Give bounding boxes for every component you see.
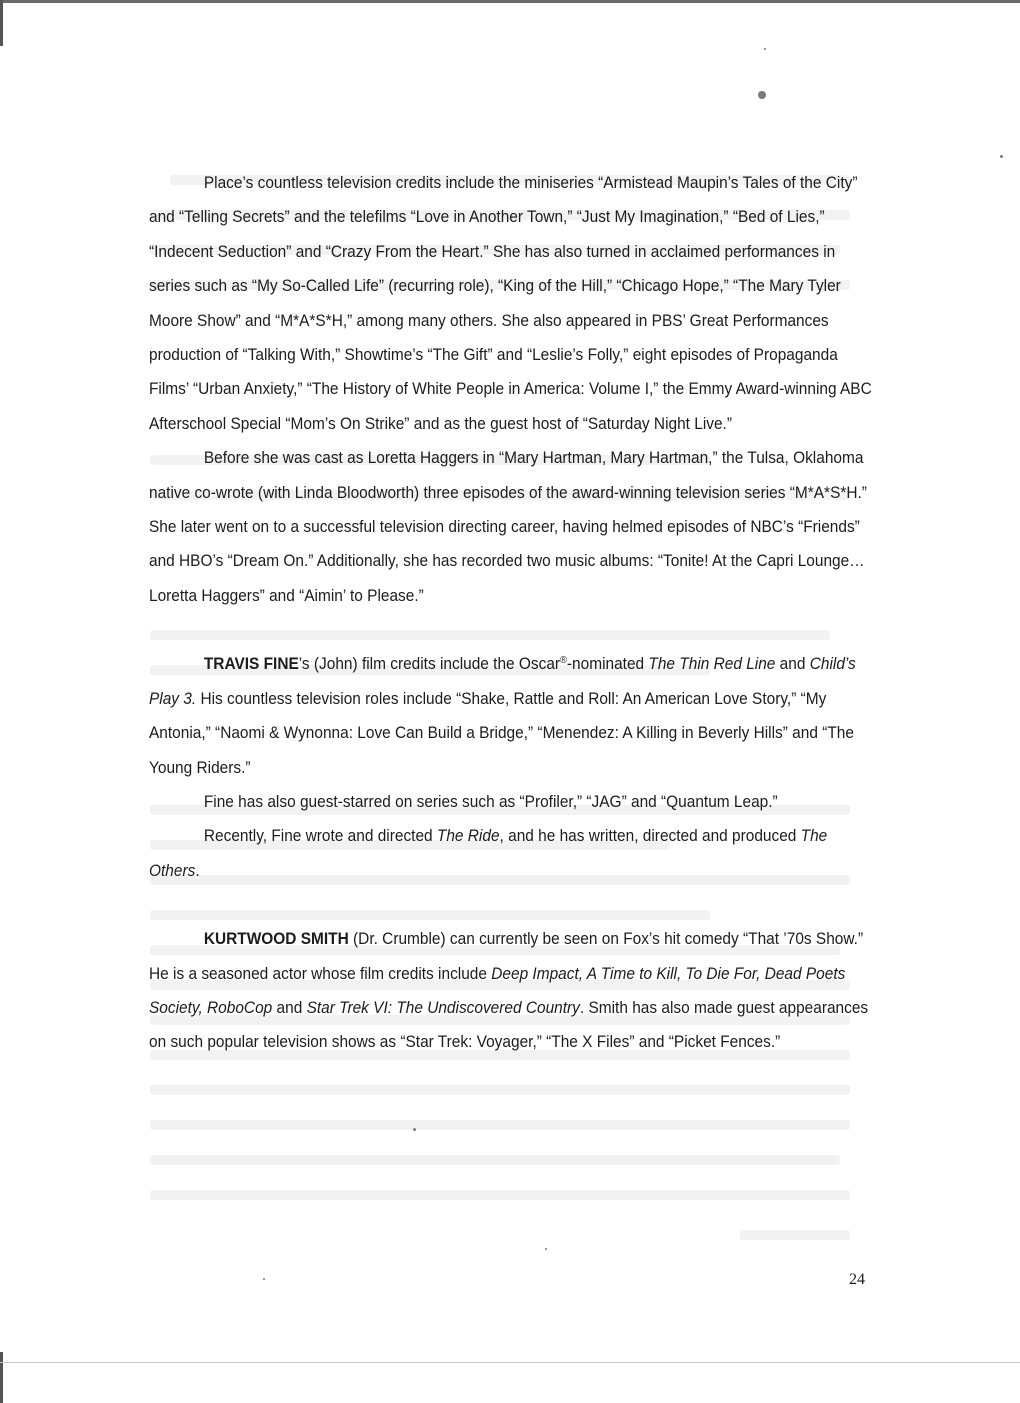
scan-speck <box>263 1278 265 1280</box>
text-run: , and he has written, directed and produced <box>499 826 801 846</box>
text-run: . <box>195 860 200 880</box>
film-title: The Thin Red Line <box>648 654 776 674</box>
text-run: and <box>775 654 810 674</box>
page-body <box>149 166 873 1060</box>
bleed-line <box>150 1120 850 1130</box>
film-title: Star Trek VI: The Undiscovered Country <box>306 997 580 1017</box>
scan-speck <box>1000 155 1003 158</box>
film-title: Child’s Play 3. <box>149 654 856 708</box>
scan-edge-bottom <box>0 1362 1020 1363</box>
paragraph-travis-fine-credits <box>149 647 873 785</box>
scan-speck <box>758 91 766 99</box>
bleed-line <box>150 1190 850 1200</box>
paragraph-place-tv-credits: Place’s countless television credits include the miniseries “Armistead Maupin’s Tales of the City” and “Telling Secrets” and the telefilms “Love in Another Town,” “Just My Imagination,” “Bed of Lies,” “Indecent Seduction” and “Crazy From the Heart.” She has also turned in acclaimed performances in series such as “My So-Called Life” (recurring role), “King of the Hill,” “Chicago Hope,” “The Mary Tyler Moore Show” and “M*A*S*H,” among many others. She also appeared in PBS’ Great Performances production of “Talking With,” Showtime’s “The Gift” and “Leslie’s Folly,” eight episodes of Propaganda Films’ “Urban Anxiety,” “The History of White People in America: Volume I,” the Emmy Award-winning ABC Afterschool Special “Mom’s On Strike” and as the guest host of “Saturday Night Live.” <box>149 173 872 433</box>
actor-name-travis-fine: TRAVIS FINE <box>203 654 299 674</box>
film-titles: Deep Impact, A Time to Kill, To Die For, Dead Poets Society, RoboCop <box>149 963 846 1017</box>
text-run: . Smith has also made guest appearances on such popular television shows as “Star Trek: Voyager,” “The X Files” and “Picket Fences.” <box>149 997 869 1052</box>
bleed-line <box>150 1085 850 1095</box>
paragraph-travis-fine-directing <box>149 819 873 888</box>
text-run: and <box>272 997 307 1017</box>
text-run: ’s (John) film credits include the Oscar <box>298 654 561 674</box>
text-run: Recently, Fine wrote and directed <box>203 826 437 846</box>
scan-speck <box>764 48 766 50</box>
text-run: His countless television roles include “Shake, Rattle and Roll: An American Love Story,” “My Antonia,” “Naomi & Wynonna: Love Can Build a Bridge,” “Menendez: A Killing in Beverly Hills” and “The Young Riders.” <box>149 688 854 777</box>
text-run: -nominated <box>566 654 649 674</box>
registered-mark: ® <box>560 655 567 667</box>
scan-edge-left-lower <box>0 1352 3 1403</box>
paragraph-kurtwood-smith <box>149 922 873 1060</box>
scan-edge-left <box>0 0 3 46</box>
scan-speck <box>545 1248 547 1250</box>
bleed-line <box>740 1230 850 1240</box>
bleed-line <box>150 1155 840 1165</box>
film-title: The Ride <box>436 826 500 846</box>
scan-edge-top <box>0 0 1020 3</box>
page-number: 24 <box>849 1271 865 1288</box>
actor-name-kurtwood-smith: KURTWOOD SMITH <box>203 929 349 949</box>
paragraph-place-early-career: Before she was cast as Loretta Haggers in “Mary Hartman, Mary Hartman,” the Tulsa, Oklahoma native co-wrote (with Linda Bloodworth) three episodes of the award-winning television series “M*A*S*H.” She later went on to a successful television directing career, having helmed episodes of NBC’s “Friends” and HBO’s “Dream On.” Additionally, she has recorded two music albums: “Tonite! At the Capri Lounge… Loretta Haggers” and “Aimin’ to Please.” <box>149 448 867 605</box>
scan-speck <box>413 1128 416 1131</box>
paragraph-travis-fine-guest: Fine has also guest-starred on series such as “Profiler,” “JAG” and “Quantum Leap.” <box>203 791 778 811</box>
text-run: (Dr. Crumble) can currently be seen on Fox’s hit comedy “That ’70s Show.” He is a seasoned actor whose film credits include <box>149 929 864 983</box>
film-title: The Others <box>149 826 828 880</box>
